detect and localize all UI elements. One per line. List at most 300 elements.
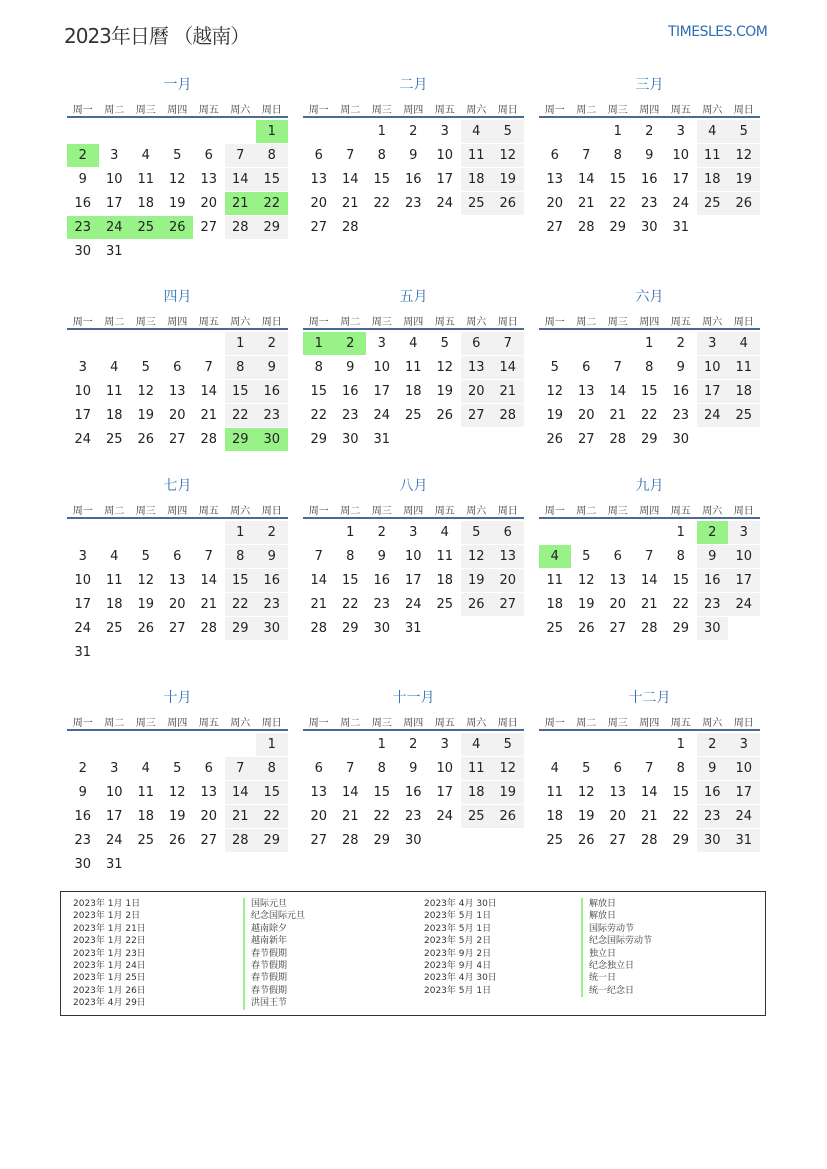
day-cell: 14 <box>310 573 328 588</box>
day-cell: 24 <box>105 833 123 848</box>
day-cell: 22 <box>310 408 328 423</box>
day-cell: 30 <box>256 617 288 640</box>
holiday-date: 2023年 1月 1日 <box>73 899 141 909</box>
holiday-dates-column-left <box>73 898 146 1010</box>
day-cell: 20 <box>200 809 218 824</box>
day-cell: 26 <box>546 432 564 447</box>
day-cell: 28 <box>640 621 658 636</box>
day-cell: 14 <box>640 785 658 800</box>
day-cell: 1 <box>225 521 257 544</box>
day-cell: 11 <box>105 384 123 399</box>
day-cell: 21 <box>225 805 257 828</box>
weekday-header: 周三 <box>135 506 156 517</box>
day-cell: 15 <box>256 781 288 804</box>
day-cell: 11 <box>728 356 760 379</box>
weekday-header: 周二 <box>576 506 597 517</box>
day-cell: 8 <box>645 360 654 375</box>
month-title: 八月 <box>399 478 428 494</box>
month-title: 十月 <box>163 690 192 706</box>
weekday-header: 周六 <box>702 506 723 517</box>
weekday-header: 周一 <box>308 105 329 116</box>
day-cell: 13 <box>609 573 627 588</box>
day-cell: 26 <box>137 432 155 447</box>
holiday-day-cell: 21 <box>225 192 257 215</box>
day-cell: 15 <box>256 168 288 191</box>
day-cell: 6 <box>314 761 323 776</box>
day-cell: 4 <box>141 761 150 776</box>
day-cell: 15 <box>672 573 690 588</box>
day-cell: 11 <box>461 144 493 167</box>
day-cell: 15 <box>310 384 328 399</box>
day-cell: 24 <box>404 597 422 612</box>
weekday-header: 周六 <box>466 718 487 729</box>
day-cell: 13 <box>310 172 328 187</box>
day-cell: 20 <box>546 196 564 211</box>
holiday-day-cell: 30 <box>256 428 288 451</box>
holiday-name: 春节假期 <box>243 960 305 972</box>
day-cell: 6 <box>613 549 622 564</box>
holiday-dates-column-right <box>424 898 497 997</box>
day-cell: 21 <box>577 196 595 211</box>
day-cell: 29 <box>310 432 328 447</box>
day-cell: 23 <box>697 805 729 828</box>
weekday-header: 周六 <box>230 317 251 328</box>
day-cell: 26 <box>168 833 186 848</box>
holiday-day-cell: 22 <box>256 192 288 215</box>
weekday-header: 周日 <box>733 506 754 517</box>
day-cell: 18 <box>105 597 123 612</box>
weekday-header: 周日 <box>733 718 754 729</box>
day-cell: 10 <box>74 384 92 399</box>
weekday-header: 周一 <box>544 506 565 517</box>
month-divider <box>67 328 288 330</box>
day-cell: 5 <box>173 148 182 163</box>
day-cell: 25 <box>105 432 123 447</box>
day-cell: 12 <box>577 785 595 800</box>
weekday-header: 周五 <box>434 105 455 116</box>
day-cell: 27 <box>310 220 328 235</box>
day-cell: 9 <box>78 172 87 187</box>
holiday-name: 解放日 <box>581 910 652 922</box>
day-cell: 8 <box>613 148 622 163</box>
day-cell: 26 <box>436 408 454 423</box>
day-cell: 6 <box>314 148 323 163</box>
day-cell: 27 <box>609 833 627 848</box>
day-cell: 13 <box>310 785 328 800</box>
day-cell: 7 <box>204 549 213 564</box>
day-cell: 1 <box>676 737 685 752</box>
day-cell: 21 <box>341 809 359 824</box>
day-cell: 7 <box>645 761 654 776</box>
month-title: 六月 <box>635 289 664 305</box>
holiday-date: 2023年 5月 2日 <box>424 936 492 947</box>
day-cell: 30 <box>404 833 422 848</box>
day-cell: 24 <box>672 196 690 211</box>
day-cell: 24 <box>373 408 391 423</box>
day-cell: 29 <box>640 432 658 447</box>
weekday-header: 周三 <box>371 105 392 116</box>
day-cell: 18 <box>546 597 564 612</box>
weekday-header: 周三 <box>607 105 628 116</box>
day-cell: 14 <box>225 168 257 191</box>
day-cell: 20 <box>168 408 186 423</box>
weekday-header: 周一 <box>544 105 565 116</box>
holiday-name: 解放日 <box>581 898 652 910</box>
day-cell: 1 <box>377 124 386 139</box>
weekday-header: 周一 <box>72 506 93 517</box>
month-title: 五月 <box>399 289 428 305</box>
holiday-names-column-left <box>243 898 305 1010</box>
day-cell: 23 <box>341 408 359 423</box>
day-cell: 23 <box>404 196 422 211</box>
day-cell: 25 <box>546 833 564 848</box>
weekday-header: 周二 <box>340 718 361 729</box>
holiday-day-cell: 29 <box>225 428 257 451</box>
weekday-header: 周日 <box>497 718 518 729</box>
day-cell: 25 <box>137 833 155 848</box>
day-cell: 13 <box>168 573 186 588</box>
month-title: 三月 <box>635 77 664 93</box>
day-cell: 3 <box>440 737 449 752</box>
day-cell: 28 <box>609 432 627 447</box>
day-cell: 31 <box>728 829 760 852</box>
day-cell: 1 <box>256 733 288 756</box>
day-cell: 17 <box>697 380 729 403</box>
day-cell: 9 <box>409 761 418 776</box>
day-cell: 2 <box>377 525 386 540</box>
holiday-names-column-right <box>581 898 652 997</box>
day-cell: 29 <box>225 617 257 640</box>
day-cell: 15 <box>640 384 658 399</box>
day-cell: 10 <box>672 148 690 163</box>
day-cell: 29 <box>373 833 391 848</box>
day-cell: 13 <box>200 172 218 187</box>
day-cell: 30 <box>373 621 391 636</box>
day-cell: 3 <box>728 521 760 544</box>
month-title: 二月 <box>399 77 428 93</box>
day-cell: 3 <box>110 148 119 163</box>
holiday-name: 洪国王节 <box>243 997 305 1009</box>
day-cell: 4 <box>550 761 559 776</box>
day-cell: 13 <box>577 384 595 399</box>
day-cell: 21 <box>640 597 658 612</box>
weekday-header: 周三 <box>371 317 392 328</box>
day-cell: 20 <box>461 380 493 403</box>
day-cell: 9 <box>78 785 87 800</box>
day-cell: 10 <box>728 757 760 780</box>
day-cell: 31 <box>105 857 123 872</box>
month-divider <box>539 328 760 330</box>
day-cell: 3 <box>377 336 386 351</box>
day-cell: 7 <box>346 148 355 163</box>
day-cell: 18 <box>728 380 760 403</box>
weekday-header: 周四 <box>639 105 660 116</box>
day-cell: 14 <box>492 356 524 379</box>
day-cell: 24 <box>74 621 92 636</box>
day-cell: 19 <box>492 781 524 804</box>
day-cell: 9 <box>256 356 288 379</box>
day-cell: 30 <box>74 857 92 872</box>
day-cell: 22 <box>225 593 257 616</box>
day-cell: 3 <box>409 525 418 540</box>
day-cell: 3 <box>728 733 760 756</box>
day-cell: 20 <box>577 408 595 423</box>
day-cell: 16 <box>640 172 658 187</box>
day-cell: 2 <box>645 124 654 139</box>
day-cell: 21 <box>609 408 627 423</box>
day-cell: 4 <box>728 332 760 355</box>
day-cell: 8 <box>377 761 386 776</box>
day-cell: 26 <box>577 621 595 636</box>
day-cell: 14 <box>341 785 359 800</box>
holiday-name: 国际劳动节 <box>581 923 652 935</box>
day-cell: 24 <box>74 432 92 447</box>
day-cell: 25 <box>546 621 564 636</box>
day-cell: 23 <box>404 809 422 824</box>
day-cell: 20 <box>492 569 524 592</box>
month-title: 十一月 <box>392 690 435 706</box>
day-cell: 23 <box>256 404 288 427</box>
day-cell: 29 <box>256 216 288 239</box>
day-cell: 27 <box>168 432 186 447</box>
day-cell: 19 <box>728 168 760 191</box>
day-cell: 17 <box>404 573 422 588</box>
weekday-header: 周六 <box>466 105 487 116</box>
day-cell: 12 <box>492 757 524 780</box>
weekday-header: 周三 <box>135 718 156 729</box>
day-cell: 18 <box>137 809 155 824</box>
day-cell: 28 <box>341 833 359 848</box>
day-cell: 9 <box>409 148 418 163</box>
weekday-header: 周日 <box>497 105 518 116</box>
day-cell: 27 <box>200 220 218 235</box>
day-cell: 28 <box>577 220 595 235</box>
holiday-day-cell: 4 <box>539 545 571 568</box>
day-cell: 30 <box>697 829 729 852</box>
day-cell: 10 <box>436 148 454 163</box>
day-cell: 6 <box>582 360 591 375</box>
weekday-header: 周三 <box>607 718 628 729</box>
day-cell: 15 <box>672 785 690 800</box>
brand-logo-text[interactable]: TIMESLES.COM <box>668 24 768 40</box>
holiday-day-cell: 25 <box>130 216 162 239</box>
weekday-header: 周日 <box>497 317 518 328</box>
day-cell: 10 <box>404 549 422 564</box>
day-cell: 4 <box>110 549 119 564</box>
day-cell: 22 <box>373 196 391 211</box>
holiday-date: 2023年 1月 24日 <box>73 960 146 971</box>
holiday-name: 纪念独立日 <box>581 960 652 972</box>
weekday-header: 周六 <box>702 105 723 116</box>
weekday-header: 周四 <box>639 718 660 729</box>
holiday-name: 春节假期 <box>243 948 305 960</box>
day-cell: 25 <box>461 192 493 215</box>
day-cell: 18 <box>697 168 729 191</box>
day-cell: 3 <box>440 124 449 139</box>
day-cell: 11 <box>697 144 729 167</box>
day-cell: 14 <box>609 384 627 399</box>
weekday-header: 周四 <box>167 105 188 116</box>
holiday-day-cell: 1 <box>303 332 335 355</box>
holiday-day-cell: 1 <box>256 120 288 143</box>
holiday-day-cell: 24 <box>99 216 131 239</box>
holiday-date: 2023年 5月 1日 <box>424 911 492 922</box>
weekday-header: 周四 <box>167 506 188 517</box>
day-cell: 6 <box>173 549 182 564</box>
day-cell: 6 <box>492 521 524 544</box>
weekday-header: 周五 <box>670 718 691 729</box>
day-cell: 8 <box>256 757 288 780</box>
day-cell: 30 <box>672 432 690 447</box>
day-cell: 11 <box>404 360 422 375</box>
day-cell: 5 <box>582 761 591 776</box>
day-cell: 7 <box>492 332 524 355</box>
day-cell: 4 <box>697 120 729 143</box>
day-cell: 24 <box>697 404 729 427</box>
day-cell: 16 <box>74 196 92 211</box>
month-divider <box>67 116 288 118</box>
weekday-header: 周五 <box>434 317 455 328</box>
day-cell: 25 <box>105 621 123 636</box>
day-cell: 16 <box>404 172 422 187</box>
day-cell: 12 <box>492 144 524 167</box>
weekday-header: 周四 <box>167 718 188 729</box>
day-cell: 16 <box>672 384 690 399</box>
weekday-header: 周四 <box>403 506 424 517</box>
weekday-header: 周四 <box>403 718 424 729</box>
day-cell: 9 <box>256 545 288 568</box>
weekday-header: 周六 <box>230 718 251 729</box>
day-cell: 12 <box>546 384 564 399</box>
day-cell: 16 <box>256 380 288 403</box>
weekday-header: 周五 <box>670 506 691 517</box>
day-cell: 26 <box>492 805 524 828</box>
weekday-header: 周六 <box>466 506 487 517</box>
weekday-header: 周三 <box>135 317 156 328</box>
day-cell: 28 <box>225 216 257 239</box>
day-cell: 31 <box>74 645 92 660</box>
day-cell: 22 <box>341 597 359 612</box>
day-cell: 15 <box>373 172 391 187</box>
month-divider <box>539 517 760 519</box>
day-cell: 16 <box>697 781 729 804</box>
day-cell: 15 <box>225 380 257 403</box>
day-cell: 17 <box>672 172 690 187</box>
day-cell: 2 <box>78 761 87 776</box>
day-cell: 7 <box>314 549 323 564</box>
page-title: 2023年日曆 （越南） <box>64 24 250 48</box>
day-cell: 5 <box>492 733 524 756</box>
day-cell: 5 <box>550 360 559 375</box>
day-cell: 21 <box>310 597 328 612</box>
holiday-name: 春节假期 <box>243 985 305 997</box>
weekday-header: 周一 <box>308 718 329 729</box>
month-title: 四月 <box>163 289 192 305</box>
day-cell: 29 <box>256 829 288 852</box>
day-cell: 8 <box>346 549 355 564</box>
holiday-date: 2023年 4月 30日 <box>424 899 497 909</box>
day-cell: 30 <box>74 244 92 259</box>
holiday-day-cell: 2 <box>697 521 729 544</box>
day-cell: 22 <box>373 809 391 824</box>
day-cell: 21 <box>492 380 524 403</box>
day-cell: 5 <box>728 120 760 143</box>
day-cell: 15 <box>609 172 627 187</box>
day-cell: 1 <box>225 332 257 355</box>
day-cell: 30 <box>697 617 729 640</box>
month-divider <box>303 328 524 330</box>
day-cell: 12 <box>168 785 186 800</box>
day-cell: 20 <box>609 809 627 824</box>
weekday-header: 周日 <box>261 718 282 729</box>
day-cell: 27 <box>310 833 328 848</box>
day-cell: 14 <box>577 172 595 187</box>
month-divider <box>539 116 760 118</box>
day-cell: 21 <box>200 408 218 423</box>
weekday-header: 周日 <box>261 317 282 328</box>
weekday-header: 周五 <box>434 718 455 729</box>
day-cell: 5 <box>461 521 493 544</box>
month-divider <box>303 729 524 731</box>
day-cell: 19 <box>168 809 186 824</box>
day-cell: 22 <box>609 196 627 211</box>
day-cell: 10 <box>728 545 760 568</box>
day-cell: 13 <box>609 785 627 800</box>
weekday-header: 周五 <box>198 718 219 729</box>
holiday-day-cell: 2 <box>67 144 99 167</box>
month-title: 九月 <box>635 478 664 494</box>
day-cell: 12 <box>461 545 493 568</box>
weekday-header: 周六 <box>230 506 251 517</box>
day-cell: 15 <box>373 785 391 800</box>
day-cell: 4 <box>110 360 119 375</box>
day-cell: 6 <box>550 148 559 163</box>
day-cell: 21 <box>640 809 658 824</box>
day-cell: 14 <box>225 781 257 804</box>
day-cell: 13 <box>168 384 186 399</box>
holiday-date: 2023年 1月 26日 <box>73 985 146 996</box>
holiday-date: 2023年 9月 2日 <box>424 948 492 959</box>
day-cell: 27 <box>492 593 524 616</box>
day-cell: 20 <box>609 597 627 612</box>
day-cell: 3 <box>676 124 685 139</box>
weekday-header: 周二 <box>104 317 125 328</box>
weekday-header: 周日 <box>733 317 754 328</box>
day-cell: 18 <box>105 408 123 423</box>
holiday-date: 2023年 1月 2日 <box>73 911 141 922</box>
day-cell: 10 <box>74 573 92 588</box>
holiday-name: 纪念国际劳动节 <box>581 935 652 947</box>
day-cell: 16 <box>256 569 288 592</box>
day-cell: 23 <box>697 593 729 616</box>
day-cell: 12 <box>137 384 155 399</box>
weekday-header: 周一 <box>72 317 93 328</box>
day-cell: 24 <box>436 196 454 211</box>
day-cell: 17 <box>74 597 92 612</box>
day-cell: 6 <box>461 332 493 355</box>
day-cell: 15 <box>341 573 359 588</box>
day-cell: 4 <box>141 148 150 163</box>
day-cell: 25 <box>728 404 760 427</box>
day-cell: 9 <box>676 360 685 375</box>
day-cell: 12 <box>168 172 186 187</box>
day-cell: 28 <box>225 829 257 852</box>
weekday-header: 周二 <box>104 506 125 517</box>
holiday-name: 春节假期 <box>243 972 305 984</box>
day-cell: 29 <box>341 621 359 636</box>
day-cell: 8 <box>377 148 386 163</box>
day-cell: 28 <box>341 220 359 235</box>
